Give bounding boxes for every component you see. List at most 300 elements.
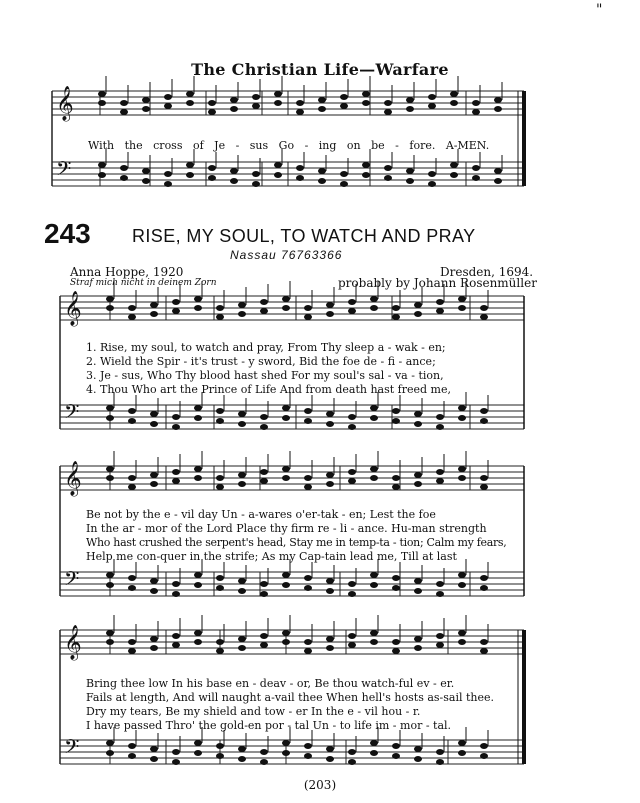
note-head [150,481,158,487]
note-head [414,645,422,651]
note-head [414,311,422,317]
note-head [436,642,444,648]
note-head [128,575,136,581]
note-head [414,481,422,487]
note-head [348,299,356,305]
note-head [194,740,202,746]
note-head [150,578,158,584]
note-head [304,575,312,581]
note-head [304,753,312,759]
note-head [472,175,480,181]
note-head [128,753,136,759]
note-head [304,408,312,414]
note-head [414,411,422,417]
note-head [238,636,246,642]
system2-verse-3: Who hast crushed the serpent's head, Stay me in temp-ta - tion; Calm my fears, [86,536,507,549]
note-head [106,296,114,302]
note-head [340,181,348,187]
note-head [436,581,444,587]
note-head [186,100,194,106]
note-head [428,171,436,177]
note-head [216,484,224,490]
note-head [106,405,114,411]
note-head [304,639,312,645]
note-head [252,181,260,187]
note-head [106,572,114,578]
note-head [164,171,172,177]
note-head [106,582,114,588]
note-head [436,469,444,475]
system3-verse-2: Fails at length, And will naught a-vail thee When hell's hosts as-sail thee. [86,691,495,704]
treble-clef-icon: 𝄞 [56,86,74,121]
note-head [436,299,444,305]
note-head [150,746,158,752]
note-head [216,639,224,645]
note-head [128,743,136,749]
note-head [106,475,114,481]
note-head [120,175,128,181]
note-head [340,94,348,100]
note-head [318,178,326,184]
note-head [260,642,268,648]
note-head [370,740,378,746]
note-head [384,100,392,106]
note-head [128,418,136,424]
note-head [260,469,268,475]
note-head [326,645,334,651]
note-head [458,630,466,636]
note-head [348,414,356,420]
note-head [392,585,400,591]
note-head [392,648,400,654]
note-head [172,414,180,420]
note-head [480,314,488,320]
note-head [150,756,158,762]
note-head [326,421,334,427]
note-head [340,103,348,109]
music-marks [52,76,524,765]
note-head [194,639,202,645]
note-head [194,475,202,481]
note-head [238,311,246,317]
note-head [238,578,246,584]
note-head [326,311,334,317]
note-head [370,296,378,302]
note-head [428,103,436,109]
note-head [186,162,194,168]
note-head [98,172,106,178]
note-head [414,636,422,642]
note-head [348,749,356,755]
note-head [296,100,304,106]
note-head [340,171,348,177]
note-head [304,305,312,311]
note-head [458,415,466,421]
note-head [318,97,326,103]
note-head [480,484,488,490]
note-head [194,750,202,756]
note-head [98,100,106,106]
section-title: The Christian Life—Warfare [191,60,449,79]
system3-verse-4: I have passed Thro' the gold-en por - tal Un - to life im - mor - tal. [86,719,452,732]
note-head [120,165,128,171]
note-head [194,296,202,302]
note-head [370,582,378,588]
bass-clef-icon: 𝄢 [64,735,80,763]
note-head [370,415,378,421]
note-head [150,302,158,308]
system1-verse-3: 3. Je - sus, Who Thy blood hast shed For my soul's sal - va - tion, [86,369,444,382]
treble-clef-icon: 𝄞 [64,625,82,660]
note-head [260,759,268,765]
note-head [194,405,202,411]
note-head [150,636,158,642]
note-head [480,753,488,759]
note-head [392,418,400,424]
note-head [384,165,392,171]
top-lyric: With the cross of Je - sus Go - ing on be - fore. A-MEN. [88,139,490,152]
system1-verse-4: 4. Thou Who art the Prince of Life And from death hast freed me, [86,383,451,396]
note-head [208,109,216,115]
note-head [282,405,290,411]
note-head [326,411,334,417]
note-head [260,749,268,755]
note-head [370,475,378,481]
note-head [326,746,334,752]
note-head [282,630,290,636]
note-head [142,106,150,112]
note-head [194,582,202,588]
note-head [436,749,444,755]
note-head [458,582,466,588]
note-head [194,630,202,636]
note-head [436,591,444,597]
note-head [274,100,282,106]
note-head [414,578,422,584]
note-head [172,633,180,639]
note-head [216,475,224,481]
note-head [296,109,304,115]
bass-staff-4 [60,740,524,764]
note-head [472,100,480,106]
staff-lines [52,91,524,764]
note-head [392,314,400,320]
note-head [304,475,312,481]
note-head [348,591,356,597]
note-head [252,171,260,177]
note-head [392,753,400,759]
note-head [326,636,334,642]
note-head [450,100,458,106]
note-head [458,296,466,302]
note-head [480,475,488,481]
note-head [480,743,488,749]
side-mark: " [596,2,603,18]
note-head [450,162,458,168]
note-head [436,478,444,484]
note-head [120,109,128,115]
note-head [172,478,180,484]
note-head [142,97,150,103]
note-head [194,466,202,472]
note-head [106,415,114,421]
note-head [414,756,422,762]
note-head [128,305,136,311]
note-head [98,162,106,168]
note-head [480,639,488,645]
note-head [370,572,378,578]
note-head [326,302,334,308]
note-head [480,418,488,424]
note-head [458,466,466,472]
note-head [142,168,150,174]
note-head [260,308,268,314]
note-head [326,756,334,762]
note-head [392,484,400,490]
note-head [436,308,444,314]
note-head [414,421,422,427]
note-head [304,418,312,424]
note-head [106,740,114,746]
note-head [216,314,224,320]
note-head [282,572,290,578]
note-head [208,175,216,181]
note-head [282,582,290,588]
note-head [392,743,400,749]
note-head [164,94,172,100]
note-head [274,91,282,97]
bass-staff-3 [60,572,524,596]
note-head [282,296,290,302]
note-head [128,639,136,645]
note-head [384,175,392,181]
note-head [252,94,260,100]
note-head [106,305,114,311]
note-head [458,475,466,481]
note-head [348,581,356,587]
note-head [282,639,290,645]
note-head [106,466,114,472]
note-head [128,408,136,414]
note-head [260,633,268,639]
note-head [436,633,444,639]
note-head [216,305,224,311]
note-head [186,91,194,97]
note-head [216,575,224,581]
note-head [216,408,224,414]
note-head [304,648,312,654]
note-head [150,472,158,478]
note-head [362,100,370,106]
note-head [450,91,458,97]
note-head [238,472,246,478]
note-head [296,165,304,171]
note-head [238,588,246,594]
note-head [458,639,466,645]
note-head [494,168,502,174]
note-head [326,588,334,594]
note-head [362,172,370,178]
note-head [142,178,150,184]
note-head [282,740,290,746]
note-head [128,484,136,490]
note-head [128,585,136,591]
note-head [150,411,158,417]
note-head [106,750,114,756]
note-head [494,106,502,112]
note-head [282,750,290,756]
note-head [392,639,400,645]
note-head [150,645,158,651]
note-head [208,165,216,171]
note-head [458,572,466,578]
note-head [414,588,422,594]
note-head [370,750,378,756]
note-head [172,299,180,305]
composer: probably by Johann Rosenmüller [338,276,537,290]
note-head [384,109,392,115]
note-head [260,299,268,305]
note-head [436,424,444,430]
note-head [172,591,180,597]
note-head [230,168,238,174]
note-head [406,97,414,103]
note-head [274,162,282,168]
note-head [392,475,400,481]
note-head [238,746,246,752]
note-head [472,165,480,171]
note-head [348,642,356,648]
note-head [282,415,290,421]
note-head [98,91,106,97]
note-head [194,305,202,311]
note-head [458,740,466,746]
note-head [450,172,458,178]
note-head [494,178,502,184]
note-head [480,408,488,414]
note-head [458,750,466,756]
note-head [172,424,180,430]
note-head [370,405,378,411]
note-head [318,168,326,174]
note-head [238,411,246,417]
note-head [348,424,356,430]
note-head [260,414,268,420]
hymn-number: 243 [44,218,91,249]
system2-verse-4: Help me con-quer in the strife; As my Cap-tain lead me, Till at last [86,550,457,563]
note-head [480,305,488,311]
hymn-title: RISE, MY SOUL, TO WATCH AND PRAY [132,226,476,246]
note-head [392,408,400,414]
note-head [370,305,378,311]
note-head [304,484,312,490]
note-head [260,581,268,587]
note-head [260,478,268,484]
system3-verse-1: Bring thee low In his base en - deav - or, Be thou watch-ful ev - er. [86,677,455,690]
note-head [252,103,260,109]
note-head [120,100,128,106]
note-head [370,630,378,636]
note-head [164,181,172,187]
note-head [150,421,158,427]
system2-verse-1: Be not by the e - vil day Un - a-wares o'er-tak - en; Lest the foe [86,508,436,521]
note-head [128,314,136,320]
note-head [216,743,224,749]
note-head [172,749,180,755]
note-head [318,106,326,112]
note-head [128,475,136,481]
note-head [348,633,356,639]
note-head [230,178,238,184]
note-head [406,106,414,112]
note-head [392,575,400,581]
note-head [494,97,502,103]
note-head [480,575,488,581]
note-head [172,642,180,648]
treble-clef-icon: 𝄞 [64,291,82,326]
note-head [216,753,224,759]
note-head [172,759,180,765]
note-head [260,424,268,430]
note-head [428,94,436,100]
note-head [106,630,114,636]
note-head [392,305,400,311]
note-head [348,308,356,314]
note-head [172,581,180,587]
note-head [274,172,282,178]
note-head [216,585,224,591]
note-head [458,405,466,411]
composer-date: Dresden, 1694. [440,265,534,279]
note-head [164,103,172,109]
bass-clef-icon: 𝄢 [56,157,72,185]
original-text: Straf mich nicht in deinem Zorn [70,278,217,288]
note-head [362,162,370,168]
note-head [348,478,356,484]
note-head [260,591,268,597]
note-head [238,421,246,427]
note-head [326,472,334,478]
note-head [326,481,334,487]
note-head [282,305,290,311]
note-head [230,106,238,112]
note-head [304,314,312,320]
note-head [458,305,466,311]
author: Anna Hoppe, 1920 [70,265,184,279]
note-head [304,585,312,591]
note-head [326,578,334,584]
note-head [216,648,224,654]
note-head [436,759,444,765]
system1-verse-2: 2. Wield the Spir - it's trust - y sword, Bid the foe de - fi - ance; [86,355,436,368]
bass-clef-icon: 𝄢 [64,567,80,595]
note-head [472,109,480,115]
note-head [238,756,246,762]
note-head [194,572,202,578]
note-head [348,759,356,765]
note-head [238,481,246,487]
note-head [296,175,304,181]
treble-clef-icon: 𝄞 [64,461,82,496]
note-head [238,302,246,308]
note-head [362,91,370,97]
note-head [414,302,422,308]
note-head [414,472,422,478]
note-head [480,648,488,654]
note-head [406,178,414,184]
note-head [194,415,202,421]
system2-verse-2: In the ar - mor of the Lord Place thy firm re - li - ance. Hu-man strength [86,522,487,535]
